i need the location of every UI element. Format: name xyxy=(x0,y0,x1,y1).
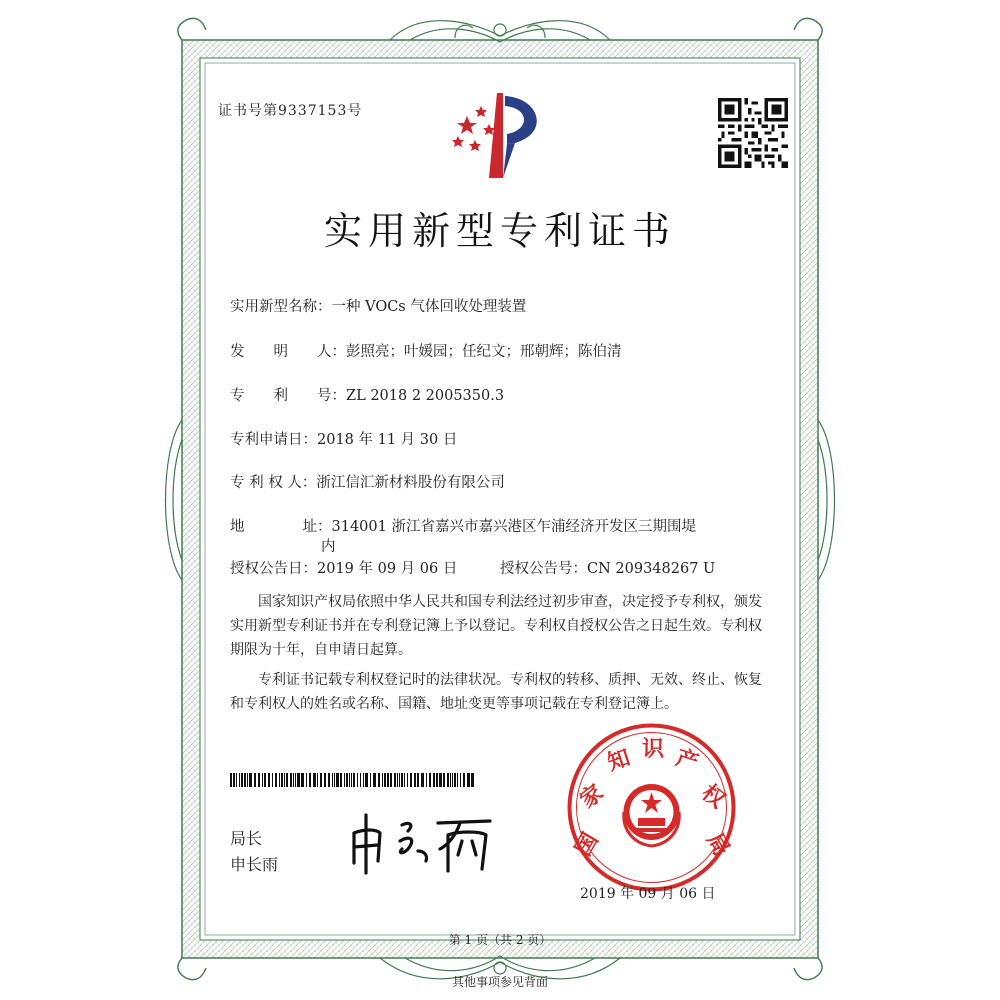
director-name: 申长雨 xyxy=(230,855,279,874)
barcode-bar xyxy=(373,773,376,787)
barcode-bar xyxy=(421,773,424,787)
svg-text:权: 权 xyxy=(696,779,730,814)
field-grant-date xyxy=(230,557,457,578)
field-utility-model-name xyxy=(230,295,526,316)
svg-text:产: 产 xyxy=(672,744,702,777)
barcode-bar xyxy=(293,773,294,787)
seal-emblem xyxy=(624,784,680,846)
barcode-bar xyxy=(414,773,416,787)
barcode-bar xyxy=(436,773,438,787)
barcode-bar xyxy=(397,773,398,787)
svg-text:家: 家 xyxy=(575,779,609,814)
barcode-bar xyxy=(351,773,352,787)
barcode-bar xyxy=(306,773,307,787)
barcode-bar xyxy=(417,773,419,787)
barcode-bar xyxy=(233,773,235,787)
field-value: 314001 浙江省嘉兴市嘉兴港区乍浦经济开发区三期围堤 xyxy=(331,519,696,535)
barcode-bar xyxy=(281,773,283,787)
barcode-bar xyxy=(407,773,408,787)
barcode-bar xyxy=(301,773,304,787)
barcode-bar xyxy=(370,773,371,787)
barcode-bar xyxy=(426,773,427,787)
back-note: 其他事项参见背面 xyxy=(451,975,548,989)
barcode-bar xyxy=(334,773,335,787)
field-label: 专 利 号： xyxy=(230,388,346,404)
barcode-bar xyxy=(324,773,326,787)
logo-red-stroke xyxy=(489,93,503,178)
barcode-bar xyxy=(410,773,412,787)
statement-paragraph: 专利证书记载专利权登记时的法律状况。专利权的转移、质押、无效、终止、恢复和专利权人的姓名或名称、国籍、地址变更等事项记载在专利登记簿上。 xyxy=(230,672,762,712)
barcode-bar xyxy=(460,773,461,787)
barcode-bar xyxy=(344,773,345,787)
barcode-bar xyxy=(360,773,361,787)
barcode-bar xyxy=(286,773,288,787)
statement-paragraph: 国家知识产权局依照中华人民共和国专利法经过初步审查，决定授予专利权，颁发实用新型专利证书并在专利登记簿上予以登记。专利权自授权公告之日起生效。专利权期限为十年，自申请日起算。 xyxy=(230,594,762,658)
logo-blue-curve xyxy=(505,96,537,144)
barcode-bar xyxy=(346,773,348,787)
barcode-bar xyxy=(384,773,386,787)
field-label: 授权公告日： xyxy=(230,561,317,577)
barcode-bar xyxy=(236,773,237,787)
field-value: 彭照亮；叶媛园；任纪文；邢朝辉；陈伯清 xyxy=(346,344,622,360)
barcode-bar xyxy=(249,773,252,787)
barcode-bar xyxy=(244,773,246,787)
barcode-bar xyxy=(471,773,474,787)
barcode-bar xyxy=(463,773,465,787)
barcode-bar xyxy=(297,773,300,787)
barcode-bar xyxy=(382,773,383,787)
certificate-title: 实用新型专利证书 xyxy=(323,209,676,253)
barcode-bar xyxy=(264,773,266,787)
handwritten-signature xyxy=(340,805,500,880)
official-seal xyxy=(564,720,739,895)
svg-text:局: 局 xyxy=(701,828,735,861)
barcode-bar xyxy=(450,773,451,787)
barcode-bar xyxy=(353,773,355,787)
barcode-bar xyxy=(365,773,368,787)
field-value: 2019 年 09 月 06 日 xyxy=(317,561,458,577)
barcode-bar xyxy=(404,773,405,787)
logo-stars xyxy=(452,106,495,151)
field-value: 浙江信汇新材料股份有限公司 xyxy=(316,475,505,491)
field-value: ZL 2018 2 2005350.3 xyxy=(346,388,505,404)
barcode-bar xyxy=(467,773,470,787)
barcode-bar xyxy=(454,773,456,787)
barcode-bar xyxy=(349,773,350,787)
barcode-bar xyxy=(357,773,358,787)
barcode-bar xyxy=(317,773,318,787)
barcode-bar xyxy=(295,773,296,787)
barcode-bar xyxy=(309,773,311,787)
page-number: 第 1 页（共 2 页） xyxy=(448,933,552,947)
barcode-bar xyxy=(241,773,243,787)
barcode-bar xyxy=(336,773,339,787)
barcode-bar xyxy=(399,773,400,787)
field-value: 一种 VOCs 气体回收处理装置 xyxy=(331,299,527,315)
barcode-bar xyxy=(262,773,263,787)
barcode-bar xyxy=(328,773,330,787)
field-label: 授权公告号： xyxy=(500,561,587,577)
field-label: 地 址： xyxy=(230,519,332,535)
certificate-statement xyxy=(230,590,775,716)
field-patent-number xyxy=(230,384,504,405)
field-patentee xyxy=(230,471,505,492)
barcode-bar xyxy=(378,773,380,787)
barcode-bar xyxy=(275,773,277,787)
svg-text:知: 知 xyxy=(604,744,634,777)
barcode-bar xyxy=(433,773,435,787)
barcode-bar xyxy=(443,773,445,787)
field-address-continued: 内 xyxy=(321,539,336,555)
barcode-bar xyxy=(254,773,256,787)
field-value: CN 209348267 U xyxy=(587,561,716,577)
qr-code xyxy=(718,98,788,168)
barcode-bar xyxy=(258,773,260,787)
barcode-bar xyxy=(439,773,442,787)
svg-text:识: 识 xyxy=(641,736,665,762)
field-label: 实用新型名称： xyxy=(230,299,332,315)
barcode-bar xyxy=(247,773,248,787)
barcode-bar xyxy=(390,773,392,787)
barcode-bar xyxy=(401,773,403,787)
field-value: 2018 年 11 月 30 日 xyxy=(317,432,458,448)
barcode-bar xyxy=(268,773,270,787)
barcode-bar xyxy=(363,773,364,787)
barcode-bar xyxy=(429,773,431,787)
barcode-bar xyxy=(452,773,453,787)
barcode xyxy=(230,773,475,787)
barcode-bar xyxy=(332,773,333,787)
seal-date: 2019 年 09 月 06 日 xyxy=(580,886,716,902)
barcode-bar xyxy=(387,773,389,787)
field-label: 专利申请日： xyxy=(230,432,317,448)
barcode-bar xyxy=(313,773,316,787)
field-address xyxy=(230,515,696,536)
barcode-bar xyxy=(290,773,292,787)
field-grant-number xyxy=(500,557,715,578)
barcode-bar xyxy=(284,773,285,787)
barcode-bar xyxy=(320,773,322,787)
barcode-bar xyxy=(230,773,232,787)
field-label: 发 明 人： xyxy=(230,344,346,360)
director-title: 局长 xyxy=(230,829,263,848)
svg-text:国: 国 xyxy=(570,828,604,861)
cnipa-logo xyxy=(445,88,555,183)
field-filing-date xyxy=(230,428,457,449)
barcode-bar xyxy=(447,773,449,787)
barcode-bar xyxy=(279,773,280,787)
field-inventor xyxy=(230,340,622,361)
barcode-bar xyxy=(457,773,458,787)
certificate-number: 证书号第9337153号 xyxy=(218,103,363,119)
barcode-bar xyxy=(394,773,396,787)
barcode-bar xyxy=(272,773,273,787)
barcode-bar xyxy=(239,773,240,787)
barcode-bar xyxy=(340,773,342,787)
field-label: 专 利 权 人： xyxy=(230,475,317,491)
